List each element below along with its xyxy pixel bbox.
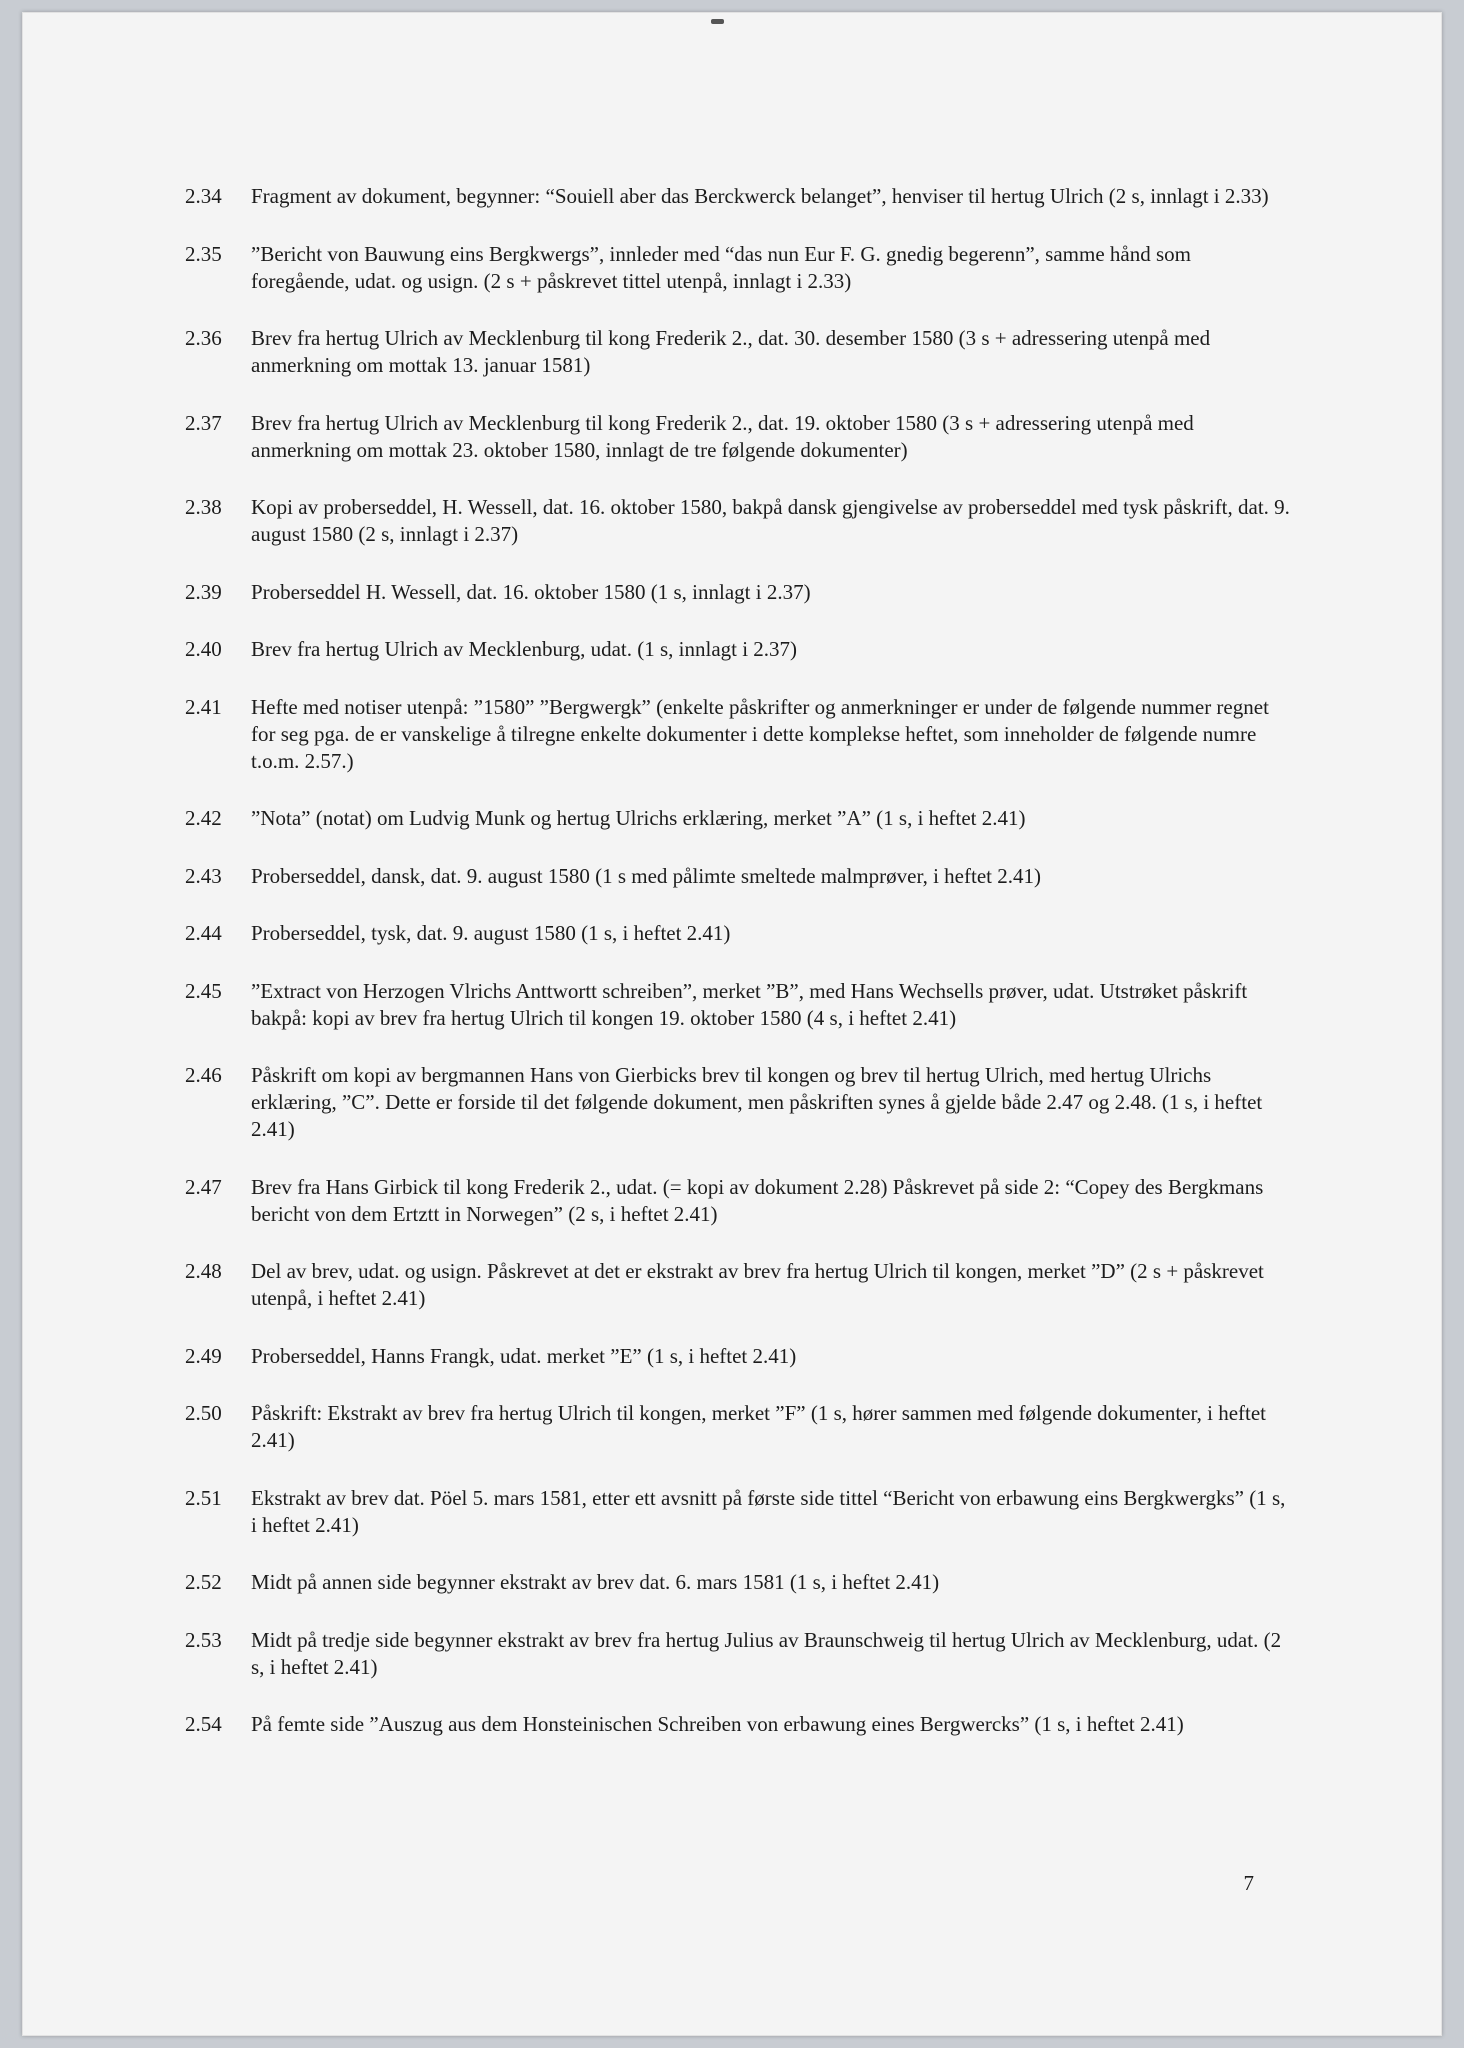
list-item — [183, 1174, 1293, 1228]
list-item — [183, 410, 1293, 464]
entry-text: Brev fra Hans Girbick til kong Frederik 2., udat. (= kopi av dokument 2.28) Påskrevet på side 2: “Copey des Bergkmans bericht von dem Ertztt in Norwegen” (2 s, i heftet 2.41) — [251, 1174, 1264, 1226]
entry-number: 2.53 — [185, 1627, 222, 1652]
list-item — [183, 1400, 1293, 1454]
entry-number: 2.52 — [185, 1570, 222, 1594]
entry-number: 2.43 — [185, 863, 222, 888]
list-item — [183, 1062, 1293, 1143]
entry-number: 2.50 — [185, 1401, 222, 1425]
list-item — [183, 1343, 1293, 1370]
entry-text: Midt på tredje side begynner ekstrakt av brev fra hertug Julius av Braunschweig til hertug Ulrich av Mecklenburg, udat. (2 s, i heftet 2.41) — [251, 1627, 1282, 1679]
entry-text: Påskrift: Ekstrakt av brev fra hertug Ulrich til kongen, merket ”F” (1 s, hører sammen med følgende dokumenter, i heftet 2.41) — [251, 1401, 1267, 1452]
list-item — [183, 920, 1293, 947]
list-item — [183, 241, 1293, 295]
list-item — [183, 1627, 1293, 1681]
entry-text: Proberseddel H. Wessell, dat. 16. oktober 1580 (1 s, innlagt i 2.37) — [251, 579, 811, 604]
entry-text: Proberseddel, Hanns Frangk, udat. merket ”E” (1 s, i heftet 2.41) — [251, 1343, 797, 1368]
entry-number: 2.38 — [185, 495, 222, 519]
entry-number: 2.35 — [185, 241, 222, 266]
entry-number: 2.44 — [185, 921, 222, 945]
list-item — [183, 1569, 1293, 1596]
entry-number: 2.40 — [185, 637, 222, 661]
entry-text: ”Extract von Herzogen Vlrichs Anttwortt schreiben”, merket ”B”, med Hans Wechsells prøver, udat. Utstrøket påskrift bakpå: kopi av brev fra hertug Ulrich til kongen 19. oktober 1580 (4 s, i heftet 2.41) — [251, 978, 1248, 1030]
entry-text: Brev fra hertug Ulrich av Mecklenburg, udat. (1 s, innlagt i 2.37) — [251, 637, 798, 661]
entry-number: 2.41 — [185, 694, 222, 719]
entry-text: ”Bericht von Bauwung eins Bergkwergs”, innleder med “das nun Eur F. G. gnedig begerenn”, samme hånd som foregående, udat. og usign. (2 s + påskrevet tittel utenpå, innlagt i 2.33) — [251, 241, 1191, 293]
entry-number: 2.46 — [185, 1063, 222, 1087]
list-item — [183, 494, 1293, 548]
entry-text: Proberseddel, tysk, dat. 9. august 1580 (1 s, i heftet 2.41) — [251, 921, 731, 945]
entry-number: 2.45 — [185, 978, 222, 1003]
entry-text: Proberseddel, dansk, dat. 9. august 1580 (1 s med pålimte smeltede malmprøver, i heftet 2.41) — [251, 863, 1041, 888]
entry-text: Brev fra hertug Ulrich av Mecklenburg til kong Frederik 2., dat. 19. oktober 1580 (3 s + adressering utenpå med anmerkning om mottak 23. oktober 1580, innlagt de tre følgende dokumenter) — [251, 410, 1194, 462]
entry-text: Fragment av dokument, begynner: “Souiell aber das Berckwerck belanget”, henviser til hertug Ulrich (2 s, innlagt i 2.33) — [251, 184, 1269, 208]
list-item — [183, 636, 1293, 663]
list-item — [183, 1711, 1293, 1738]
document-page — [22, 12, 1442, 2036]
list-item — [183, 1485, 1293, 1539]
entry-number: 2.36 — [185, 326, 222, 350]
entry-text: Brev fra hertug Ulrich av Mecklenburg til kong Frederik 2., dat. 30. desember 1580 (3 s + adressering utenpå med anmerkning om mottak 13. januar 1581) — [251, 326, 1211, 377]
entry-number: 2.47 — [185, 1174, 222, 1199]
entry-text: ”Nota” (notat) om Ludvig Munk og hertug Ulrichs erklæring, merket ”A” (1 s, i heftet 2.41) — [251, 806, 1026, 830]
entry-text: Ekstrakt av brev dat. Pöel 5. mars 1581, etter ett avsnitt på første side tittel “Bericht von erbawung eins Bergkwergks” (1 s, i heftet 2.41) — [251, 1485, 1286, 1537]
entry-number: 2.42 — [185, 806, 222, 830]
entry-number: 2.51 — [185, 1485, 222, 1510]
scan-mark — [711, 19, 724, 24]
entry-number: 2.39 — [185, 579, 222, 604]
entry-text: Del av brev, udat. og usign. Påskrevet at det er ekstrakt av brev fra hertug Ulrich til kongen, merket ”D” (2 s + påskrevet utenpå, i heftet 2.41) — [251, 1259, 1264, 1310]
list-item — [183, 978, 1293, 1032]
entry-number: 2.37 — [185, 410, 222, 435]
entry-list — [183, 183, 1293, 1769]
entry-number: 2.54 — [185, 1712, 222, 1736]
list-item — [183, 805, 1293, 832]
entry-text: Midt på annen side begynner ekstrakt av brev dat. 6. mars 1581 (1 s, i heftet 2.41) — [251, 1570, 940, 1594]
page-number: 7 — [1243, 1871, 1254, 1895]
entry-text: På femte side ”Auszug aus dem Honsteinischen Schreiben von erbawung eines Bergwercks” (1 s, i heftet 2.41) — [251, 1712, 1184, 1736]
list-item — [183, 325, 1293, 379]
entry-text: Påskrift om kopi av bergmannen Hans von Gierbicks brev til kongen og brev til hertug Ulrich, med hertug Ulrichs erklæring, ”C”. Dette er forside til det følgende dokument, men påskriften synes å gjelde både 2.47 og 2.48. (1 s, i heftet 2.41) — [251, 1063, 1263, 1141]
entry-number: 2.34 — [185, 184, 222, 208]
entry-text: Kopi av proberseddel, H. Wessell, dat. 16. oktober 1580, bakpå dansk gjengivelse av proberseddel med tysk påskrift, dat. 9. august 1580 (2 s, innlagt i 2.37) — [251, 495, 1290, 546]
list-item — [183, 863, 1293, 890]
list-item — [183, 579, 1293, 606]
list-item — [183, 694, 1293, 775]
list-item — [183, 183, 1293, 210]
entry-number: 2.48 — [185, 1259, 222, 1283]
entry-number: 2.49 — [185, 1343, 222, 1368]
entry-text: Hefte med notiser utenpå: ”1580” ”Bergwergk” (enkelte påskrifter og anmerkninger er under de følgende nummer regnet for seg pga. de er vanskelige å tilregne enkelte dokumenter i dette komplekse heftet, som inneholder de følgende numre t.o.m. 2.57.) — [251, 694, 1269, 773]
list-item — [183, 1258, 1293, 1312]
